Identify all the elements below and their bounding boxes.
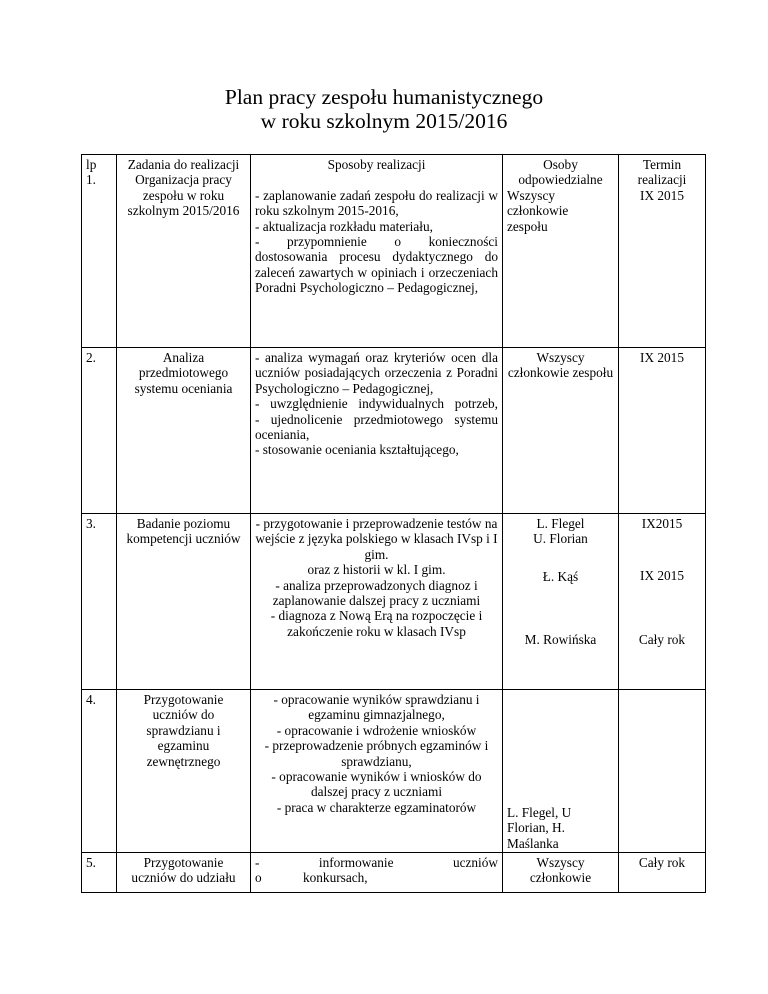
table-cell-methods xyxy=(251,155,503,348)
row-3-term-2: IX 2015 xyxy=(640,568,684,584)
row-5-persons: Wszyscy członkowie xyxy=(529,855,592,886)
table-cell-persons xyxy=(503,853,619,893)
row-1-method-1: - zaplanowanie zadań zespołu do realizacji w roku szkolnym 2015-2016, xyxy=(255,187,498,219)
table-row xyxy=(82,348,706,514)
row-2-method-4: - stosowanie oceniania kształtującego, xyxy=(255,442,459,458)
row-3-person-2: U. Florian xyxy=(533,531,588,547)
row-1-task: Organizacja pracy zespołu w roku szkolnym 2015/2016 xyxy=(127,172,240,219)
row-4-method-1: - opracowanie wyników sprawdzianu i egzaminu gimnazjalnego, xyxy=(273,692,480,723)
document-title xyxy=(0,85,768,133)
row-5-method-1: - informowanie uczniów o konkursach, xyxy=(255,855,498,886)
table-row xyxy=(82,514,706,690)
row-3-person-3: Ł. Kąś xyxy=(542,568,579,584)
table-cell-persons xyxy=(503,514,619,690)
table-cell-task: Badanie poziomu kompetencji uczniów xyxy=(117,514,251,690)
row-4-method-5: - praca w charakterze egzaminatorów xyxy=(276,799,477,815)
table-row xyxy=(82,853,706,893)
table-cell-methods xyxy=(251,690,503,853)
row-2-method-1: - analiza wymagań oraz kryteriów ocen dla uczniów posiadających orzeczenia z Poradni Psychologiczno – Pedagogicznej, xyxy=(255,350,498,396)
table-cell-lp: 3. xyxy=(82,514,117,690)
title-line-1: Plan pracy zespołu humanistycznego xyxy=(224,85,544,109)
row-3-method-4: - diagnoza z Nową Erą na rozpoczęcie i zakończenie roku w klasach IVsp xyxy=(270,608,483,639)
row-2-method-2: - uwzględnienie indywidualnych potrzeb, xyxy=(255,396,498,412)
table-cell-term: Cały rok xyxy=(619,853,706,893)
table-cell-task xyxy=(117,155,251,348)
row-1-term: IX 2015 xyxy=(640,187,684,203)
table-cell-task: Analiza przedmiotowego systemu oceniania xyxy=(117,348,251,514)
row-1-method-2: - aktualizacja rozkładu materiału, xyxy=(255,218,433,234)
row-3-person-4: M. Rowińska xyxy=(524,632,597,648)
table-cell-persons xyxy=(503,155,619,348)
table-cell-persons: Wszyscy członkowie zespołu xyxy=(503,348,619,514)
table-cell-term xyxy=(619,690,706,853)
row-3-term-1: IX2015 xyxy=(641,516,683,531)
table-cell-persons xyxy=(503,690,619,853)
row-1-persons: Wszyscy członkowie zespołu xyxy=(507,187,569,234)
table-cell-term xyxy=(619,155,706,348)
plan-table xyxy=(81,154,706,893)
row-3-term-3: Cały rok xyxy=(638,631,686,647)
table-row xyxy=(82,690,706,853)
table-cell-lp: 4. xyxy=(82,690,117,853)
row-2-method-3: - ujednolicenie przedmiotowego systemu oceniania, xyxy=(255,411,498,443)
row-4-method-2: - opracowanie i wdrożenie wniosków xyxy=(276,722,477,738)
header-methods: Sposoby realizacji xyxy=(327,157,426,172)
table-cell-task: Przygotowanie uczniów do sprawdzianu i egzaminu zewnętrznego xyxy=(117,690,251,853)
row-3-method-2: oraz z historii w kl. I gim. xyxy=(307,562,446,578)
header-term: Termin realizacji xyxy=(637,157,687,188)
row-1-method-3: - przypomnienie o konieczności dostosowania procesu dydaktycznego do zaleceń zawartych w opiniach i orzeczeniach Poradni Psychologiczno – Pedagogicznej, xyxy=(255,234,498,296)
table-cell-lp: 2. xyxy=(82,348,117,514)
table-row xyxy=(82,155,706,348)
table-cell-lp xyxy=(82,155,117,348)
table-cell-methods xyxy=(251,348,503,514)
row-3-person-1: L. Flegel xyxy=(536,516,585,531)
header-task: Zadania do realizacji xyxy=(127,157,240,172)
header-persons: Osoby odpowiedzialne xyxy=(518,157,603,188)
header-lp: lp xyxy=(86,157,97,172)
table-cell-term xyxy=(619,514,706,690)
row-1-lp: 1. xyxy=(86,172,96,188)
table-cell-lp: 5. xyxy=(82,853,117,893)
table-cell-task: Przygotowanie uczniów do udziału xyxy=(117,853,251,893)
table-cell-term: IX 2015 xyxy=(619,348,706,514)
row-4-persons: L. Flegel, U Florian, H. Maślanka xyxy=(507,804,572,851)
row-3-method-3: - analiza przeprowadzonych diagnoz i zaplanowanie dalszej pracy z uczniami xyxy=(272,577,481,609)
table-cell-methods xyxy=(251,514,503,690)
table-cell-methods xyxy=(251,853,503,893)
row-4-method-3: - przeprowadzenie próbnych egzaminów i sprawdzianu, xyxy=(264,738,489,769)
row-3-method-1: - przygotowanie i przeprowadzenie testów na wejście z języka polskiego w klasach IVsp i I gim. xyxy=(255,516,498,562)
title-line-2: w roku szkolnym 2015/2016 xyxy=(260,109,508,133)
row-4-method-4: - opracowanie wyników i wniosków do dalszej pracy z uczniami xyxy=(271,769,482,800)
